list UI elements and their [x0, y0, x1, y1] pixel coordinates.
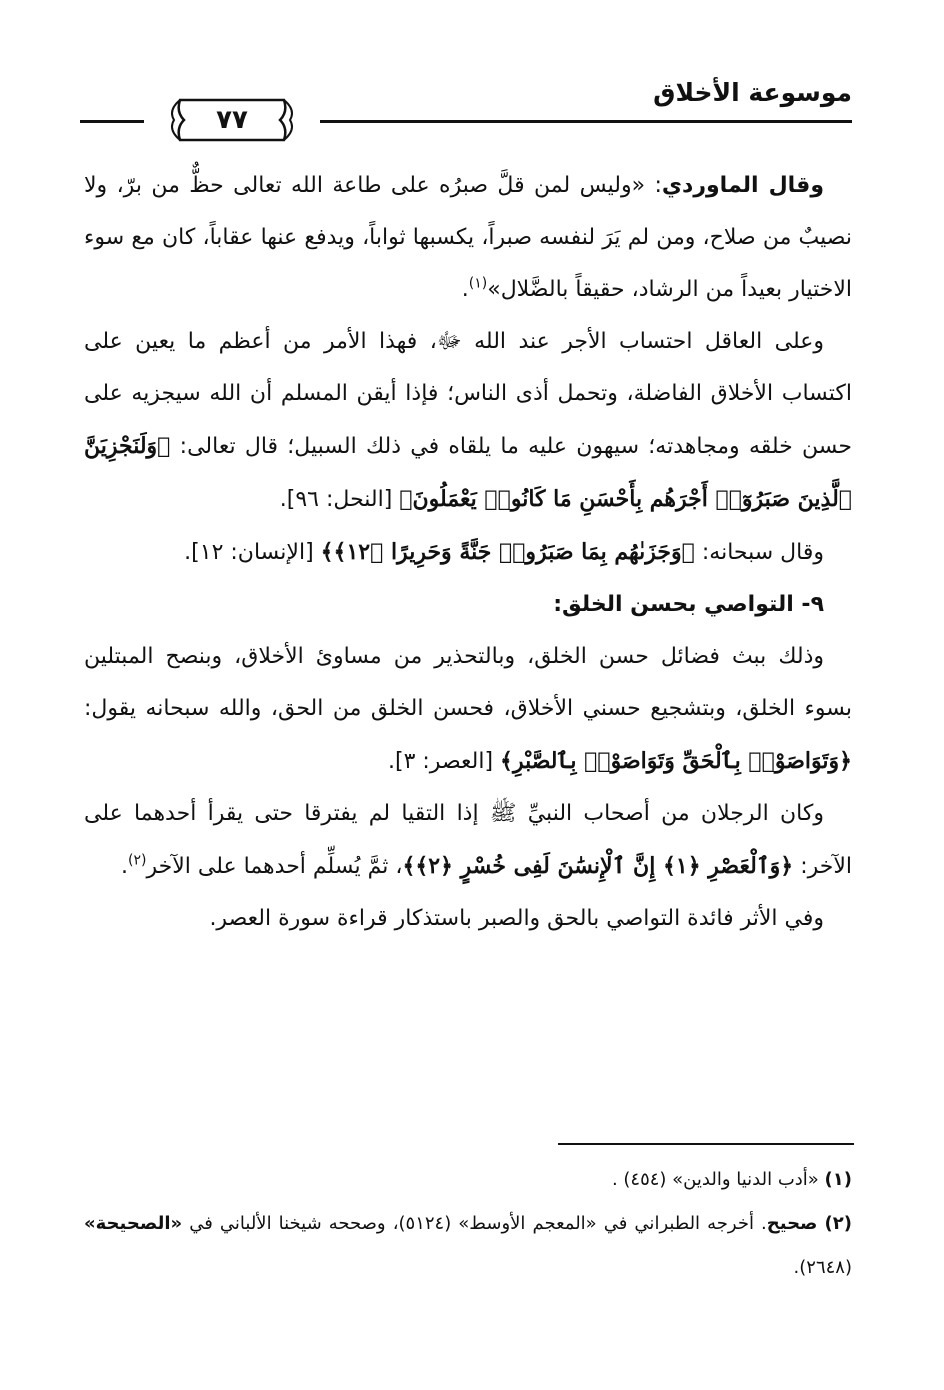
footnote-2: [84, 1202, 852, 1290]
paragraph-text: وكان الرجلان من أصحاب النبيِّ ﷺ إذا التقيا لم يفترقا حتى يقرأ أحدهما على الآخر:: [84, 801, 852, 879]
footnote-number: (١): [824, 1169, 852, 1190]
footnote-grade: صحيح: [766, 1213, 818, 1234]
book-title: موسوعة الأخلاق: [653, 78, 852, 107]
footnote-ref-1[interactable]: (١): [468, 275, 488, 292]
page-body: [84, 160, 852, 945]
footnotes: [84, 1158, 852, 1290]
quran-verse: ﴿وَجَزَىٰهُم بِمَا صَبَرُوا۟ جَنَّةً وَحَرِيرًا ﴿١٢﴾﴾: [320, 539, 695, 565]
quran-verse: ﴿وَتَوَاصَوْا۟ بِٱلْحَقِّ وَتَوَاصَوْا۟ بِٱلصَّبْرِ﴾: [500, 748, 852, 774]
footnote-ref-2[interactable]: (٢): [128, 852, 147, 869]
paragraph-insan: [84, 526, 852, 579]
paragraph-text: وعلى العاقل احتساب الأجر عند الله ﷻ، فهذا الأمر من أعظم ما يعين على اكتساب الأخلاق الفاضلة، وتحمل أذى الناس؛ فإذا أيقن المسلم أن الله سيجزيه على حسن خلقه ومجاهدته؛ سيهون عليه ما يلقاه في ذلك السبيل؛ قال تعالى:: [84, 329, 852, 459]
page-number-badge: [144, 96, 320, 146]
footnote-divider: [558, 1143, 854, 1145]
paragraph-end: .: [121, 854, 129, 879]
paragraph-text: وذلك ببث فضائل حسن الخلق، وبالتحذير من مساوئ الأخلاق، وبنصح المبتلين بسوء الخلق، وبتشجيع حسني الأخلاق، فحسن الخلق من الحق، والله سبحانه يقول:: [84, 644, 852, 721]
verse-citation: [النحل: ٩٦].: [279, 487, 393, 512]
paragraph-mawardi: [84, 160, 852, 316]
footnote-text: . أخرجه الطبراني في «المعجم الأوسط» (٥١٢٤)، وصححه شيخنا الألباني في: [189, 1213, 767, 1234]
header-rule-left: [80, 120, 144, 123]
paragraph-end: .: [461, 277, 469, 302]
footnote-text-end: (٢٦٤٨).: [793, 1257, 852, 1278]
paragraph-tawasi: [84, 631, 852, 788]
quran-verse: ﴿وَلَنَجْزِيَنَّ ٱلَّذِينَ صَبَرُوٓا۟ أَجْرَهُم بِأَحْسَنِ مَا كَانُوا۟ يَعْمَلُونَ﴾: [84, 433, 852, 512]
speaker-name: وقال الماوردي: [661, 173, 824, 198]
header-rule-right: [320, 120, 852, 123]
paragraph-asr: وفي الأثر فائدة التواصي بالحق والصبر باستذكار قراءة سورة العصر.: [209, 906, 824, 931]
paragraph-reward: [84, 316, 852, 526]
page-header: [80, 74, 852, 135]
verse-citation: [العصر: ٣].: [388, 749, 494, 774]
footnote-number: (٢): [824, 1213, 852, 1234]
paragraph-companions: [84, 788, 852, 893]
verse-citation: [الإنسان: ١٢].: [184, 540, 314, 565]
section-heading: ٩- التواصي بحسن الخلق:: [553, 592, 824, 617]
paragraph-text-continued: ، ثمَّ يُسلِّم أحدهما على الآخر: [146, 854, 403, 879]
footnote-source: «الصحيحة»: [84, 1213, 183, 1234]
footnote-text: «أدب الدنيا والدين» (٤٥٤) .: [611, 1169, 819, 1190]
paragraph-text: : «وليس لمن قلَّ صبرُه على طاعة الله تعالى حظٌّ من برّ، ولا نصيبٌ من صلاح، ومن لم يَرَ لنفسه صبراً، يكسبها ثواباً، ويدفع عنها عقاباً، كان مع سوء الاختيار بعيداً من الرشاد، حقيقاً بالضَّلال»: [84, 173, 852, 302]
paragraph-text: وقال سبحانه:: [701, 540, 824, 565]
quran-verse: ﴿وَٱلْعَصْرِ ﴿١﴾ إِنَّ ٱلْإِنسَٰنَ لَفِى خُسْرٍ ﴿٢﴾﴾: [402, 853, 794, 879]
footnote-1: [84, 1158, 852, 1202]
page-number: ٧٧: [216, 105, 248, 135]
